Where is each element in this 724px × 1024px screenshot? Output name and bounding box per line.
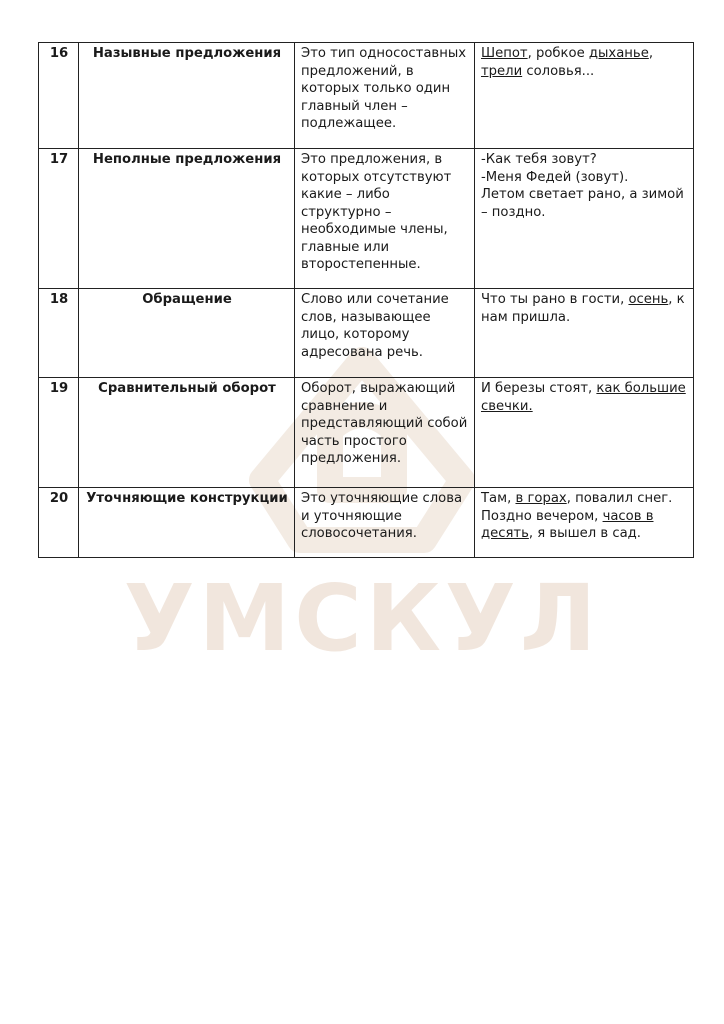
example-line xyxy=(481,291,688,326)
example-cell xyxy=(475,378,694,488)
text-fragment: Там, xyxy=(481,491,516,506)
row-number: 19 xyxy=(39,378,79,488)
row-number: 18 xyxy=(39,289,79,378)
underlined-fragment: Шепот xyxy=(481,46,528,61)
underlined-fragment: осень xyxy=(628,292,669,307)
text-fragment: Что ты рано в гости, xyxy=(481,292,629,307)
row-number: 16 xyxy=(39,43,79,149)
example-line xyxy=(481,151,688,169)
underlined-fragment: часов в десять xyxy=(481,508,654,541)
definition-cell: Это предложения, в которых отсутствуют какие – либо структурно – необходимые члены, главные или второстепенные. xyxy=(295,149,475,289)
underlined-fragment: в горах xyxy=(515,491,567,506)
example-cell xyxy=(475,43,694,149)
example-cell xyxy=(475,289,694,378)
example-line xyxy=(481,45,688,63)
example-line xyxy=(481,63,688,81)
term-cell: Неполные предложения xyxy=(79,149,295,289)
row-number: 17 xyxy=(39,149,79,289)
text-fragment: И березы стоят, xyxy=(481,381,597,396)
syntax-table xyxy=(38,42,694,558)
term-cell: Сравнительный оборот xyxy=(79,378,295,488)
definition-cell: Слово или сочетание слов, называющее лицо, которому адресована речь. xyxy=(295,289,475,378)
example-cell xyxy=(475,149,694,289)
text-fragment: -Как тебя зовут? xyxy=(481,152,597,167)
text-fragment: Поздно вечером, xyxy=(481,508,603,524)
row-number: 20 xyxy=(39,488,79,558)
example-cell xyxy=(475,488,694,558)
text-fragment: , робкое xyxy=(527,46,589,61)
term-cell: Обращение xyxy=(79,289,295,378)
text-fragment: -Меня Федей (зовут). xyxy=(481,169,629,185)
example-line xyxy=(481,380,688,415)
table-row xyxy=(39,488,694,558)
underlined-fragment: как большие свечки. xyxy=(481,381,686,414)
definition-cell: Оборот, выражающий сравнение и представляющий собой часть простого предложения. xyxy=(295,378,475,488)
underlined-fragment: дыханье xyxy=(588,46,649,61)
underlined-fragment: трели xyxy=(481,63,523,79)
example-line xyxy=(481,508,688,543)
example-line xyxy=(481,169,688,187)
text-fragment: , я вышел в сад. xyxy=(528,526,641,541)
table-row xyxy=(39,378,694,488)
text-fragment: , xyxy=(648,46,654,61)
definition-cell: Это тип односоставных предложений, в которых только один главный член – подлежащее. xyxy=(295,43,475,149)
table-row xyxy=(39,289,694,378)
text-fragment: соловья... xyxy=(522,63,595,79)
table-row xyxy=(39,43,694,149)
watermark-brand: УМСКУЛ xyxy=(123,565,601,672)
table-row xyxy=(39,149,694,289)
text-fragment: , к нам пришла. xyxy=(481,292,685,325)
text-fragment: , повалил снег. xyxy=(566,491,673,506)
definition-cell: Это уточняющие слова и уточняющие словосочетания. xyxy=(295,488,475,558)
text-fragment: Летом светает рано, а зимой – поздно. xyxy=(481,187,684,220)
example-line xyxy=(481,490,688,508)
term-cell: Уточняющие конструкции xyxy=(79,488,295,558)
term-cell: Назывные предложения xyxy=(79,43,295,149)
example-line xyxy=(481,186,688,221)
